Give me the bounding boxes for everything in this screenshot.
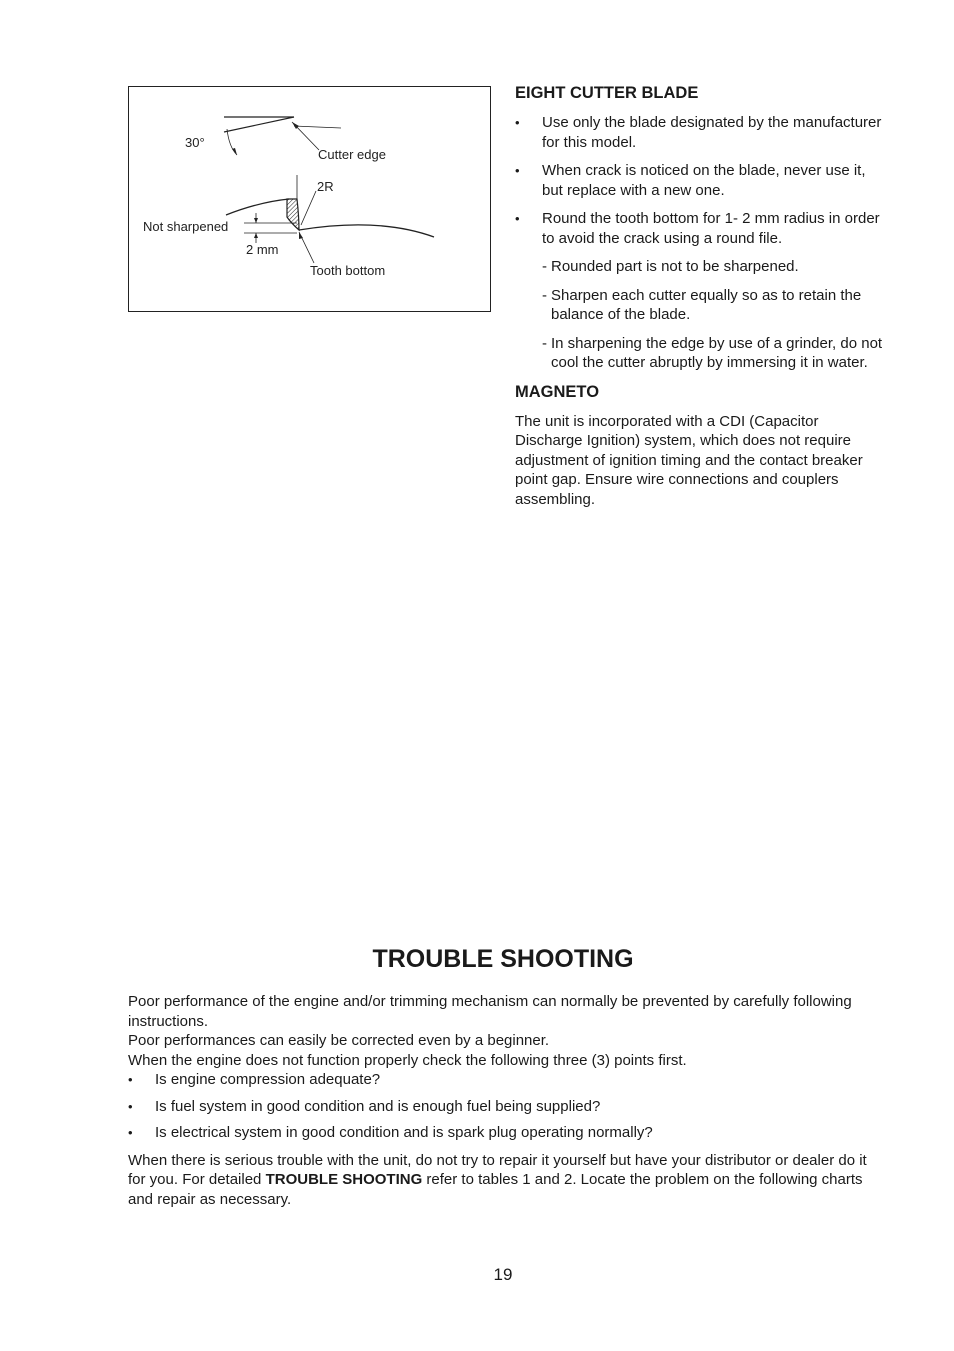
blade-outline-left xyxy=(226,199,289,215)
bullet-icon: • xyxy=(128,1125,133,1140)
cutter-edge-label: Cutter edge xyxy=(318,147,386,162)
list-item: • Use only the blade designated by the manufacturer for this model. xyxy=(515,114,882,151)
magneto-heading: MAGNETO xyxy=(515,382,600,401)
right-column xyxy=(515,83,885,509)
list-item: • Round the tooth bottom for 1- 2 mm radius in order to avoid the crack using a round file. xyxy=(515,210,880,247)
trouble-shooting-body xyxy=(128,992,884,1209)
dimension-arrowhead-bottom xyxy=(254,233,258,238)
list-item: • When crack is noticed on the blade, never use it, but replace with a new one. xyxy=(515,162,866,199)
closing-paragraph: When there is serious trouble with the unit, do not try to repair it yourself but have your distributor or dealer do it for you. For detailed TROUBLE SHOOTING refer to tables 1 and 2. Locate the problem on the following charts and repair as necessary. xyxy=(128,1151,867,1208)
bullet-icon: • xyxy=(128,1098,133,1114)
trouble-shooting-reference: TROUBLE SHOOTING xyxy=(265,1171,423,1188)
intro-paragraph: Poor performance of the engine and/or trimming mechanism can normally be prevented by carefully following instructions. xyxy=(128,993,852,1030)
trouble-shooting-title: TROUBLE SHOOTING xyxy=(372,945,634,973)
magneto-text: The unit is incorporated with a CDI (Capacitor Discharge Ignition) system, which does not require adjustment of ignition timing and the contact breaker point gap. Ensure wire connections and couplers assembling. xyxy=(515,412,863,508)
intro-paragraph: Poor performances can easily be corrected even by a beginner. xyxy=(128,1032,550,1049)
blade-bullet-list xyxy=(515,113,885,248)
blade-heading: EIGHT CUTTER BLADE xyxy=(515,84,699,102)
list-item: • Is engine compression adequate? xyxy=(128,1071,381,1088)
tooth-hatched-area xyxy=(287,199,299,230)
list-item: - In sharpening the edge by use of a grinder, do not cool the cutter abruptly by immersing it in water. xyxy=(542,334,883,371)
angle-extension-line xyxy=(294,126,341,128)
blade-outline-right xyxy=(299,225,434,237)
checks-list xyxy=(128,1070,884,1143)
bullet-icon: • xyxy=(515,163,520,178)
bullet-icon: • xyxy=(515,211,520,226)
angle-arc-arrow xyxy=(232,148,237,155)
list-item: • Is electrical system in good condition and is spark plug operating normally? xyxy=(128,1124,653,1141)
list-item: - Rounded part is not to be sharpened. xyxy=(542,258,799,275)
dash-icon: - xyxy=(542,258,547,275)
angle-label: 30° xyxy=(185,135,205,150)
list-item: • Is fuel system in good condition and is enough fuel being supplied? xyxy=(128,1097,601,1115)
blade-tooth-diagram xyxy=(128,86,491,312)
bullet-icon: • xyxy=(515,115,520,130)
radius-leader xyxy=(301,191,316,225)
bullet-icon: • xyxy=(128,1072,133,1087)
two-mm-label: 2 mm xyxy=(246,242,279,257)
tooth-bottom-label: Tooth bottom xyxy=(310,263,386,278)
dash-icon: - xyxy=(542,334,547,352)
tooth-bottom-arrow xyxy=(299,232,303,239)
radius-label: 2R xyxy=(317,179,334,194)
dimension-arrowhead-top xyxy=(254,218,258,223)
not-sharpened-label: Not sharpened xyxy=(143,219,229,234)
blade-tooth-illustration xyxy=(129,87,492,313)
intro-paragraph: When the engine does not function properly check the following three (3) points first. xyxy=(128,1051,687,1069)
page-number: 19 xyxy=(493,1265,513,1284)
dash-icon: - xyxy=(542,286,547,304)
blade-sub-list xyxy=(542,257,885,373)
angle-cut-line xyxy=(224,117,294,132)
list-item: - Sharpen each cutter equally so as to retain the balance of the blade. xyxy=(542,286,862,323)
